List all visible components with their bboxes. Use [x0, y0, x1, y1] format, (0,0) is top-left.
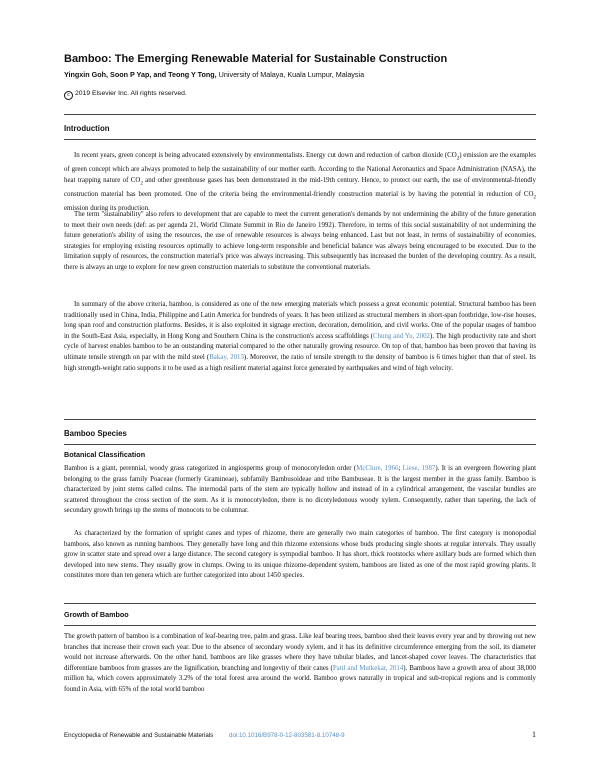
article-title: Bamboo: The Emerging Renewable Material for Sustainable Construction: [64, 53, 448, 65]
divider: [64, 603, 536, 604]
paragraph-botanical-2: As characterized by the formation of upright canes and types of rhizome, there are generally two main categories of bamboo. The first category is monopodial bamboos, also known as running bamboos. They generally have long and thin rhizome extensions whose buds producing single shoots at regular intervals. They usually grow in scatter state and spread over a large distance. The second category is sympodial bamboo. It has short, thick rootstocks where axillary buds are formed which then developed into new stems. They usually grow in clumps. Owing to its unique rhizome-dependent system, bamboos are listed as one of the most rapid growing plants. It constitutes more than ten genera which are further categorized into about 1450 species.: [64, 530, 536, 580]
paragraph-intro-1: In recent years, green concept is being advocated extensively by environmentalists. Energy cut down and reduction of carbon dioxide $(CO_2)$ emission are the examples of green concept which are always promoted to help the sustainability of our mother earth. According to the National Aeronautics and Space Administration (NASA), the heat trapping nature of $CO_2$ and other greenhouse gases has been demonstrated in the mid-19th century. Hence, to protect our earth, the use of environmental-friendly construction material has been promoted. One of the criteria being the environmental-friendly construction material is by having the potential in reduction of $CO_2$ emission during its production.: [64, 152, 537, 212]
paragraph-intro-3: In summary of the above criteria, bamboo, is considered as one of the new emerging materials which possess a great economic potential. Structural bamboo has been traditionally used in China, India, Philippine and Latin America for hundreds of years. It has been utilized as structural members in short-span footbridge, low-rise houses, long span roof and construction platforms. Besides, it is also exploited in signage erection, decoration, demolition, and civil works. One of the popular usages of bamboo in the South-East Asia, especially, in Hong Kong and Southern China is the construction's access scaffoldings (Chung and Yu, 2002). The high productivity rate and short cycle of harvest enables bamboo to be an outstanding material compared to the other naturally growing resource. On top of that, bamboo has been proven that having its ultimate tensile strength on par with the mild steel (Bakay, 2013). Moreover, the ratio of tensile strength to the density of bamboo is 6 times higher than that of steel. Its high strength-weight ratio supports it to be used as a high resilient material against force generated by earthquakes and wind of high velocity.: [64, 301, 536, 372]
paragraph-botanical-1: Bamboo is a giant, perennial, woody grass categorized in angiosperms group of monocotyledon order (McClure, 1966; Liese, 1987). It is an evergreen flowering plant belonging to the grass family Poaceae (formerly Gramineae), subfamily Bambusoideae and tribe Bambuseae. It is the largest member in the grass family. Bamboo is characterized by joint stems called culms. The internodal parts of the stem are typically hollow and instead of in a cylindrical arrangement, the vascular bundles are scattered throughout the cross section of the stem. As it is monocotyledon, there is no dicotyledonous woody xylem. Consequently, rather than tapering, the lack of secondary growth brings up the stems of monocots to be columnar.: [64, 465, 537, 515]
citation-link[interactable]: Liese, 1987: [402, 465, 436, 472]
paragraph-intro-2: The term "sustainability" also refers to development that are capable to meet the current generation's demands by not undermining the ability of the future generation to meet their own needs (def: as per agenda 21, World Climate Summit in Rio de Janeiro 1992). Therefore, in terms of this social sustainability of not undermining the future generation's ability of using the resources, the use of renewable resources is always being enhanced. Last but not least, in terms of sustainability of economies, strategies for employing existing resources optimally to achieve long-term responsible and beneficial balance was always being encouraged to be executed. Due to the limitation supply of resources, the construction material's price was always increasing. This subsequently has increased the burden of the developing country. As a result, there is always an urge to explore for new green construction materials to substitute the conventional materials.: [64, 211, 536, 271]
citation-link[interactable]: McClure, 1966: [356, 465, 399, 472]
divider: [64, 625, 536, 626]
doi-link[interactable]: doi:10.1016/B978-0-12-803581-8.10748-9: [229, 732, 345, 739]
section-heading-bamboo-species: Bamboo Species: [64, 429, 127, 438]
copyright-line: [64, 89, 536, 100]
divider: [64, 139, 536, 140]
author-names: Yingxin Goh, Soon P Yap, and Teong Y Tong,: [64, 70, 217, 79]
author-line: [64, 70, 536, 80]
divider: [64, 114, 536, 115]
paragraph-growth-1: The growth pattern of bamboo is a combination of leaf-bearing tree, palm and grass. Like leaf bearing trees, bamboo shed their leaves every year and by throwing out new branches that increase their crown each year. Due to the absence of secondary woody xylem, and it has its definitive circumference emerging from the soil, its diameter would not increase afterwards. On the other hand, bamboos are like grasses where they have tubular blades, and lancet-shaped cover leaves. The characteristics that differentiate bamboos from grasses are the lignification, branching and longevity of their canes (Patil and Mutkekar, 2014). Bamboos have a growth area of about 38,000 million ha, which covers approximately 3.2% of the total forest area around the world. Bamboo grows naturally in tropical and sub-tropical regions and is commonly found in Asia, with 65% of the total world bamboo: [64, 633, 536, 693]
subsection-heading-growth: Growth of Bamboo: [64, 610, 129, 619]
affiliation: University of Malaya, Kuala Lumpur, Malaysia: [216, 70, 365, 79]
footer-journal: Encyclopedia of Renewable and Sustainable Materials: [64, 732, 214, 739]
page-number: 1: [532, 730, 536, 739]
citation-link[interactable]: Patil and Mutkekar, 2014: [332, 664, 404, 672]
section-heading-introduction: Introduction: [64, 124, 110, 133]
citation-link[interactable]: Bakay, 2013: [209, 353, 244, 361]
divider: [64, 419, 536, 420]
citation-link[interactable]: Chung and Yu, 2002: [373, 332, 430, 340]
page-footer: [64, 730, 536, 742]
copyright-icon: c: [64, 91, 73, 100]
copyright-text: 2019 Elsevier Inc. All rights reserved.: [75, 90, 187, 97]
divider: [64, 444, 536, 445]
subsection-heading-botanical: Botanical Classification: [64, 450, 146, 459]
